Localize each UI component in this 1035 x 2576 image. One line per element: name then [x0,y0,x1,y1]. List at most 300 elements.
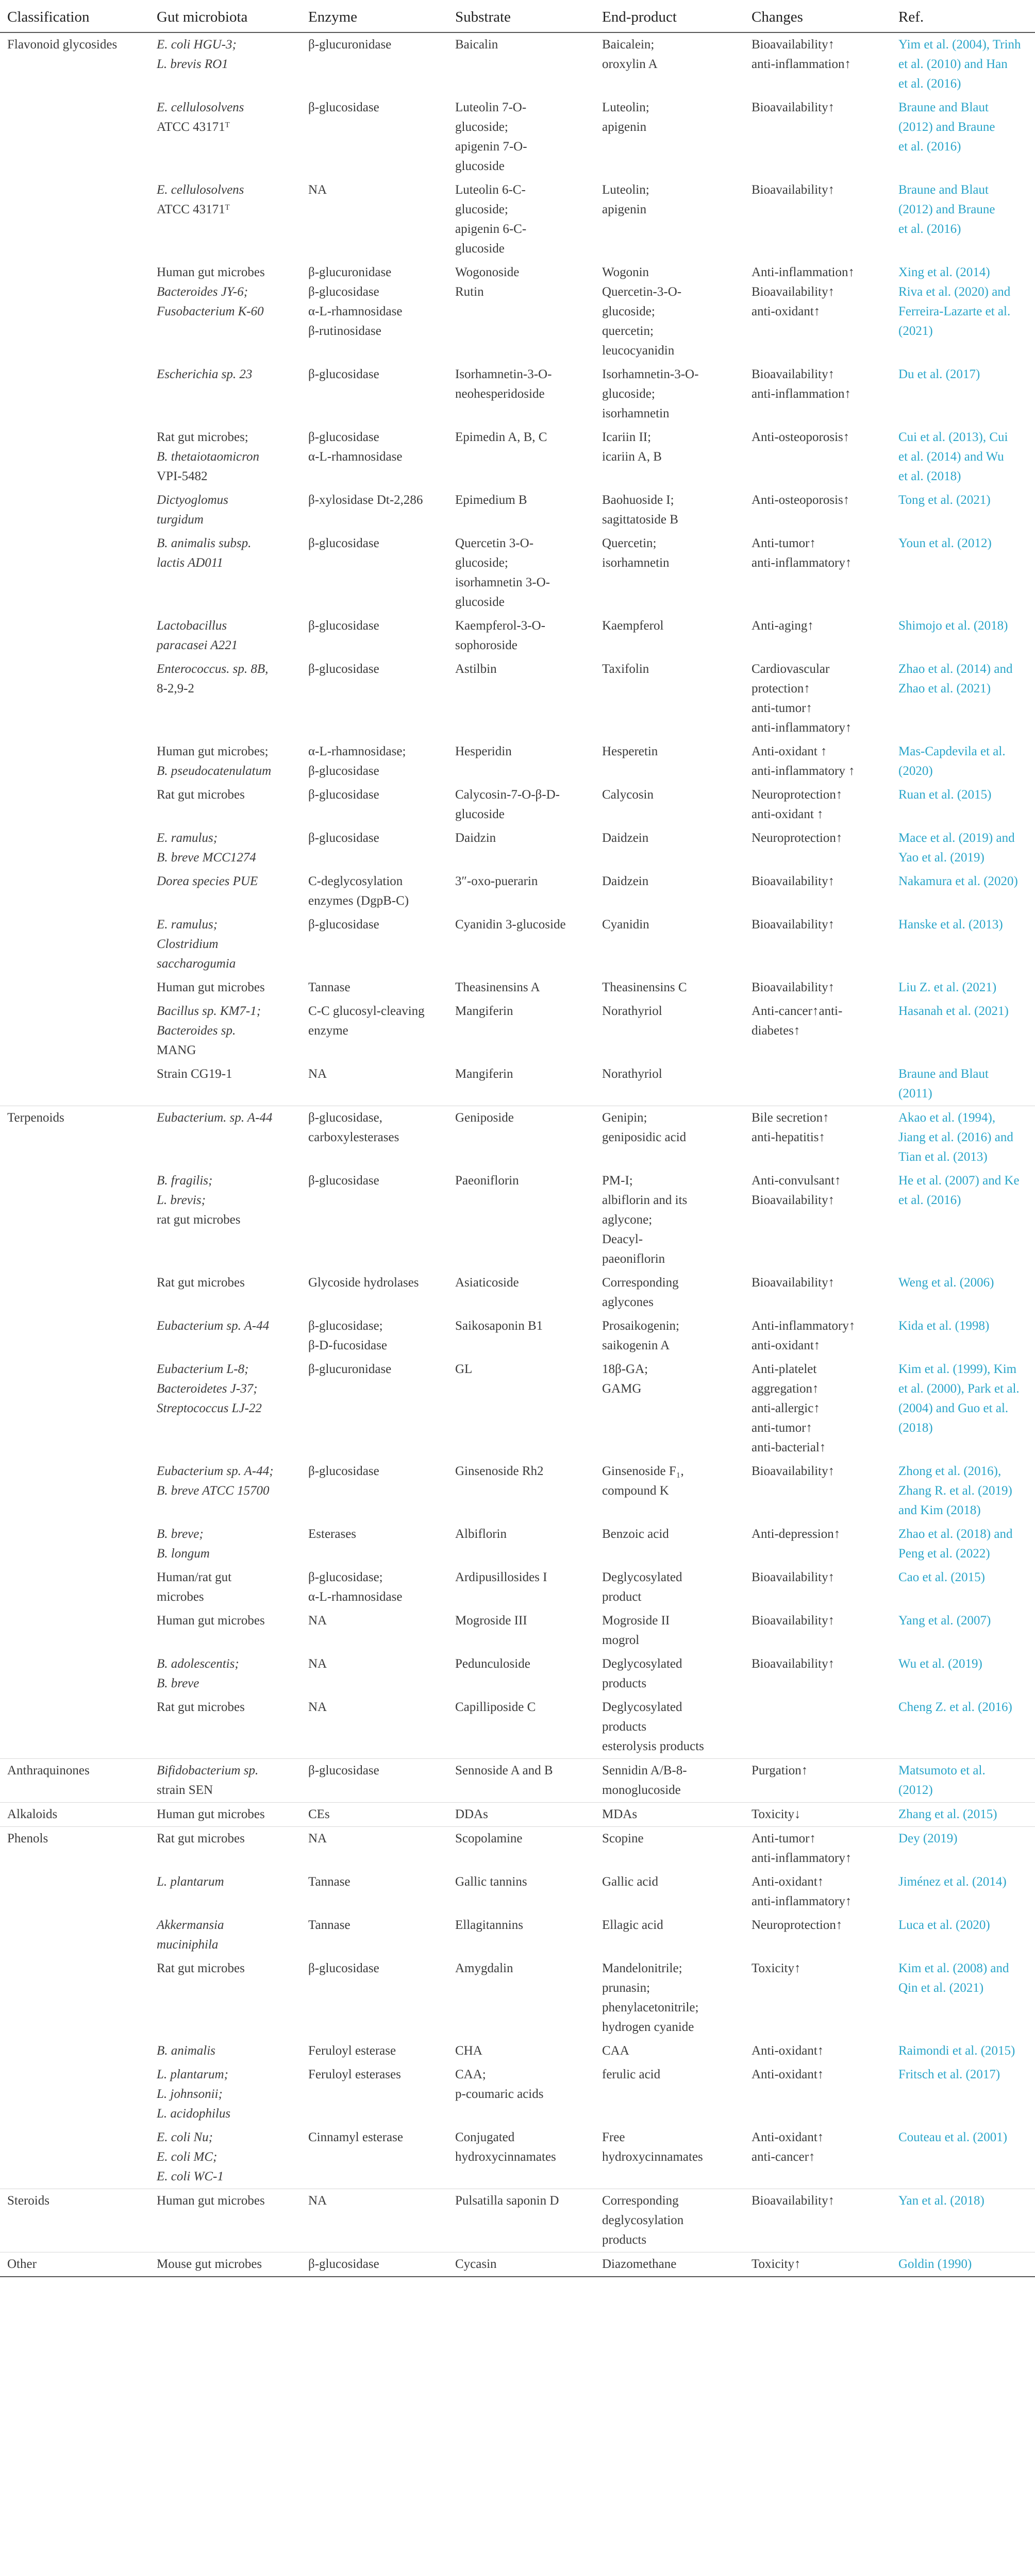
changes-line: Anti-oxidant↑ [752,1875,824,1889]
reference-link[interactable]: Peng et al. (2022) [898,1547,990,1561]
end-product-line: oroxylin A [602,57,658,71]
enzyme-line: β-glucosidase [308,788,379,802]
changes-line: Anti-convulsant↑ [752,1174,841,1188]
cell-changes [744,826,891,870]
end-product-line: Deglycosylated [602,1700,682,1714]
end-product-line: compound K [602,1484,669,1498]
cell-gut-microbiota [149,96,301,178]
reference-link[interactable]: Matsumoto et al. [898,1764,986,1777]
cell-classification [0,999,149,1062]
reference-link[interactable]: et al. (2016) [898,140,961,154]
cell-substrate [448,32,595,96]
gut-microbiota-line: Bacteroides JY-6; [157,285,248,299]
cell-gut-microbiota [149,1566,301,1609]
gut-microbiota-line: Rat gut microbes [157,1276,245,1290]
changes-line: Bioavailability↑ [752,1570,835,1584]
reference-link[interactable]: Braune and Blaut [898,100,989,114]
reference-link[interactable]: Braune and Blaut [898,1067,989,1081]
enzyme-line: β-glucosidase [308,1464,379,1478]
reference-link[interactable]: Couteau et al. (2001) [898,2130,1008,2144]
enzyme-line: β-glucosidase; [308,1319,383,1333]
reference-link[interactable]: Hasanah et al. (2021) [898,1004,1009,1018]
end-product-line: Wogonin [602,265,649,279]
gut-microbiota-line: B. breve ATCC 15700 [157,1484,270,1498]
cell-substrate [448,1827,595,1871]
enzyme-line: β-glucosidase [308,831,379,845]
substrate-line: glucoside [455,242,505,256]
cell-enzyme [301,614,448,657]
end-product-line: phenylacetonitrile; [602,2001,699,2014]
table-row [0,1803,1035,1827]
enzyme-line: CEs [308,1807,330,1821]
reference-link[interactable]: et al. (2016) [898,1193,961,1207]
gut-microbiota-line: Bifidobacterium sp. [157,1764,259,1777]
cell-enzyme [301,96,448,178]
end-product-line: sagittatoside B [602,513,678,527]
cell-ref [891,1609,1035,1652]
changes-line: Bile secretion↑ [752,1111,829,1125]
changes-line: anti-oxidant ↑ [752,807,824,821]
reference-link[interactable]: Du et al. (2017) [898,367,980,381]
changes-line: Anti-cancer↑anti- [752,1004,843,1018]
changes-line: diabetes↑ [752,1024,800,1038]
cell-gut-microbiota [149,1759,301,1803]
cell-enzyme [301,1169,448,1271]
cell-classification [0,1652,149,1696]
substrate-line: Daidzin [455,831,496,845]
changes-line: Neuroprotection↑ [752,1918,843,1932]
table-row [0,1566,1035,1609]
enzyme-line: β-glucosidase [308,285,379,299]
end-product-line: apigenin [602,202,647,216]
cell-changes [744,426,891,488]
gut-microbiota-line: MANG [157,1043,196,1057]
table-row [0,1696,1035,1759]
enzyme-line: β-glucosidase [308,1174,379,1188]
end-product-line: Sennidin A/B-8- [602,1764,687,1777]
reference-link[interactable]: Cheng Z. et al. (2016) [898,1700,1012,1714]
end-product-line: glucoside; [602,304,655,318]
header-classification: Classification [0,0,149,32]
cell-end-product [595,1460,744,1522]
cell-ref [891,1062,1035,1106]
gut-microbiota-line: Akkermansia [157,1918,224,1932]
substrate-line: Pulsatilla saponin D [455,2194,559,2208]
table-row [0,1522,1035,1566]
end-product-line: Cyanidin [602,918,649,931]
substrate-line: glucoside [455,595,505,609]
cell-changes [744,657,891,740]
cell-classification [0,426,149,488]
cell-changes [744,2126,891,2189]
cell-substrate [448,1870,595,1913]
gut-microbiota-line: E. cellulosolvens [157,183,244,197]
gut-microbiota-line: B. animalis subsp. [157,536,252,550]
reference-link[interactable]: et al. (2016) [898,77,961,91]
end-product-line: glucoside; [602,387,655,401]
cell-gut-microbiota [149,1870,301,1913]
cell-enzyme [301,2189,448,2252]
reference-link[interactable]: Zhong et al. (2016), [898,1464,1001,1478]
reference-link[interactable]: Akao et al. (1994), [898,1111,996,1125]
enzyme-line: β-glucosidase [308,918,379,931]
enzyme-line: α-L-rhamnosidase; [308,744,406,758]
end-product-line: Benzoic acid [602,1527,669,1541]
cell-classification [0,870,149,913]
cell-gut-microbiota [149,999,301,1062]
cell-gut-microbiota [149,783,301,826]
changes-line: Bioavailability↑ [752,183,835,197]
cell-ref [891,870,1035,913]
substrate-line: Wogonoside [455,265,520,279]
gut-microbiota-line: ATCC 43171ᵀ [157,202,230,216]
table-row [0,999,1035,1062]
end-product-line: isorhamnetin [602,406,670,420]
gut-microbiota-line: muciniphila [157,1938,219,1952]
cell-end-product [595,1759,744,1803]
gut-microbiota-line: VPI-5482 [157,469,208,483]
cell-changes [744,2063,891,2126]
table-row [0,783,1035,826]
reference-link[interactable]: (2011) [898,1087,932,1100]
cell-substrate [448,1957,595,2039]
reference-link[interactable]: Shimojo et al. (2018) [898,619,1008,633]
cell-enzyme [301,740,448,783]
cell-changes [744,1358,891,1460]
cell-ref [891,1106,1035,1170]
gut-microbiota-line: E. coli Nu; [157,2130,213,2144]
gut-microbiota-line: Rat gut microbes [157,1832,245,1845]
enzyme-line: β-xylosidase Dt-2,286 [308,493,423,507]
gut-microbiota-line: L. johnsonii; [157,2087,223,2101]
enzyme-line: enzymes (DgpB-C) [308,894,409,908]
reference-link[interactable]: Zhao et al. (2021) [898,682,991,696]
substrate-line: neohesperidoside [455,387,545,401]
cell-ref [891,1169,1035,1271]
reference-link[interactable]: Liu Z. et al. (2021) [898,980,997,994]
substrate-line: Saikosaponin B1 [455,1319,543,1333]
reference-link[interactable]: Kim et al. (1999), Kim [898,1362,1017,1376]
reference-link[interactable]: et al. (2000), Park et al. [898,1382,1020,1396]
enzyme-line: β-glucosidase [308,1764,379,1777]
cell-end-product [595,2252,744,2277]
cell-classification [0,1913,149,1957]
reference-link[interactable]: (2012) and Braune [898,202,995,216]
table-row [0,1358,1035,1460]
cell-changes [744,178,891,261]
changes-line: Bioavailability↑ [752,285,835,299]
enzyme-line: Feruloyl esterases [308,2067,401,2081]
cell-substrate [448,2252,595,2277]
gut-microbiota-line: ATCC 43171ᵀ [157,120,230,134]
cell-enzyme [301,32,448,96]
table-row [0,1759,1035,1803]
reference-link[interactable]: Ruan et al. (2015) [898,788,992,802]
enzyme-line: β-glucosidase, [308,1111,382,1125]
changes-line: anti-cancer↑ [752,2150,815,2164]
cell-changes [744,1522,891,1566]
cell-enzyme [301,1759,448,1803]
cell-enzyme [301,976,448,999]
enzyme-line: β-glucosidase [308,367,379,381]
cell-ref [891,363,1035,426]
end-product-line: Luteolin; [602,183,649,197]
reference-link[interactable]: Dey (2019) [898,1832,958,1845]
reference-link[interactable]: Weng et al. (2006) [898,1276,994,1290]
enzyme-line: α-L-rhamnosidase [308,450,403,464]
end-product-line: Baohuoside I; [602,493,674,507]
changes-line: Bioavailability↑ [752,1276,835,1290]
changes-line: Toxicity↓ [752,1807,801,1821]
gut-microbiota-line: B. fragilis; [157,1174,213,1188]
enzyme-line: β-glucosidase [308,764,379,778]
end-product-line: Icariin II; [602,430,652,444]
cell-substrate [448,426,595,488]
reference-link[interactable]: Zhang R. et al. (2019) [898,1484,1012,1498]
reference-link[interactable]: Zhao et al. (2018) and [898,1527,1013,1541]
cell-substrate [448,2126,595,2189]
end-product-line: mogrol [602,1633,640,1647]
cell-gut-microbiota [149,870,301,913]
cell-classification [0,1803,149,1827]
cell-ref [891,657,1035,740]
reference-link[interactable]: Kida et al. (1998) [898,1319,990,1333]
end-product-line: Corresponding [602,1276,679,1290]
substrate-line: Quercetin 3-O- [455,536,534,550]
cell-ref [891,740,1035,783]
end-product-line: Scopine [602,1832,644,1845]
header-enzyme: Enzyme [301,0,448,32]
end-product-line: Taxifolin [602,662,649,676]
cell-end-product [595,783,744,826]
cell-end-product [595,2189,744,2252]
substrate-line: Ellagitannins [455,1918,523,1932]
cell-substrate [448,1913,595,1957]
classification-label: Other [7,2257,37,2271]
gut-microbiota-line: Human gut microbes [157,980,265,994]
reference-link[interactable]: et al. (2016) [898,222,961,236]
end-product-line: Daidzein [602,831,649,845]
enzyme-line: β-glucosidase [308,662,379,676]
table-row [0,1652,1035,1696]
gut-microbiota-line: Enterococcus. sp. 8B, [157,662,269,676]
reference-link[interactable]: Cui et al. (2013), Cui [898,430,1008,444]
cell-end-product [595,913,744,976]
table-row [0,488,1035,532]
cell-changes [744,1827,891,1871]
cell-end-product [595,740,744,783]
gut-microbiota-line: B. thetaiotaomicron [157,450,260,464]
reference-link[interactable]: Tong et al. (2021) [898,493,991,507]
gut-microbiota-line: rat gut microbes [157,1213,241,1227]
gut-microbiota-line: Rat gut microbes [157,1700,245,1714]
cell-substrate [448,614,595,657]
enzyme-line: NA [308,1614,327,1628]
table-row [0,2063,1035,2126]
reference-link[interactable]: Yao et al. (2019) [898,851,984,865]
header-ref: Ref. [891,0,1035,32]
cell-gut-microbiota [149,1358,301,1460]
cell-end-product [595,178,744,261]
enzyme-line: α-L-rhamnosidase [308,304,403,318]
table-row [0,426,1035,488]
cell-changes [744,1566,891,1609]
gut-microbiota-line: B. breve [157,1676,199,1690]
cell-gut-microbiota [149,1609,301,1652]
classification-label: Anthraquinones [7,1764,90,1777]
reference-link[interactable]: Yan et al. (2018) [898,2194,984,2208]
cell-ref [891,178,1035,261]
reference-link[interactable]: Zhao et al. (2014) and [898,662,1013,676]
reference-link[interactable]: (2021) [898,324,933,338]
enzyme-line: NA [308,1657,327,1671]
reference-link[interactable]: (2012) and Braune [898,120,995,134]
cell-end-product [595,1696,744,1759]
table-row [0,826,1035,870]
reference-link[interactable]: Luca et al. (2020) [898,1918,990,1932]
gut-microbiota-line: B. adolescentis; [157,1657,239,1671]
end-product-line: isorhamnetin [602,556,670,570]
reference-link[interactable]: et al. (2010) and Han [898,57,1008,71]
cell-substrate [448,96,595,178]
cell-changes [744,261,891,363]
reference-link[interactable]: Jiménez et al. (2014) [898,1875,1007,1889]
table-row [0,2126,1035,2189]
end-product-line: products [602,1676,647,1690]
reference-link[interactable]: Goldin (1990) [898,2257,972,2271]
table-row [0,2252,1035,2277]
reference-link[interactable]: Jiang et al. (2016) and [898,1130,1013,1144]
end-product-line: Isorhamnetin-3-O- [602,367,699,381]
cell-classification [0,1827,149,1871]
cell-classification [0,363,149,426]
cell-end-product [595,1522,744,1566]
cell-classification [0,2039,149,2063]
reference-link[interactable]: Yang et al. (2007) [898,1614,991,1628]
cell-end-product [595,1803,744,1827]
reference-link[interactable]: Fritsch et al. (2017) [898,2067,1000,2081]
changes-line: Neuroprotection↑ [752,788,843,802]
cell-ref [891,1522,1035,1566]
substrate-line: glucoside; [455,556,508,570]
cell-substrate [448,783,595,826]
cell-enzyme [301,532,448,614]
changes-line: Cardiovascular [752,662,830,676]
table-row [0,1271,1035,1314]
end-product-line: CAA [602,2044,629,2058]
cell-enzyme [301,363,448,426]
end-product-line: Ginsenoside F₁, [602,1464,684,1478]
gut-microbiota-line: Mouse gut microbes [157,2257,262,2271]
cell-gut-microbiota [149,2189,301,2252]
cell-ref [891,1358,1035,1460]
changes-line: Neuroprotection↑ [752,831,843,845]
header-end-product: End-product [595,0,744,32]
reference-link[interactable]: He et al. (2007) and Ke [898,1174,1020,1188]
cell-end-product [595,999,744,1062]
gut-microbiota-line: Human gut microbes [157,1614,265,1628]
reference-link[interactable]: Cao et al. (2015) [898,1570,986,1584]
classification-label: Terpenoids [7,1111,64,1125]
cell-changes [744,1460,891,1522]
substrate-line: sophoroside [455,638,518,652]
reference-link[interactable]: Qin et al. (2021) [898,1981,984,1995]
cell-end-product [595,1314,744,1358]
cell-substrate [448,1358,595,1460]
reference-link[interactable]: Xing et al. (2014) [898,265,990,279]
cell-classification [0,1609,149,1652]
end-product-line: deglycosylation [602,2213,684,2227]
reference-link[interactable]: Raimondi et al. (2015) [898,2044,1015,2058]
enzyme-line: α-L-rhamnosidase [308,1590,403,1604]
reference-link[interactable]: Zhang et al. (2015) [898,1807,997,1821]
reference-link[interactable]: et al. (2014) and Wu [898,450,1004,464]
cell-classification [0,657,149,740]
reference-link[interactable]: Riva et al. (2020) and [898,285,1011,299]
reference-link[interactable]: Mas-Capdevila et al. [898,744,1006,758]
cell-substrate [448,976,595,999]
table-row [0,2039,1035,2063]
reference-link[interactable]: Youn et al. (2012) [898,536,992,550]
classification-label: Steroids [7,2194,49,2208]
reference-link[interactable]: et al. (2018) [898,469,961,483]
changes-line: Bioavailability↑ [752,980,835,994]
gut-microbiota-line: B. breve MCC1274 [157,851,256,865]
changes-line: anti-inflammatory ↑ [752,764,855,778]
changes-line: anti-hepatitis↑ [752,1130,826,1144]
changes-line: Anti-platelet [752,1362,817,1376]
gut-microbiota-line: B. animalis [157,2044,215,2058]
reference-link[interactable]: and Kim (2018) [898,1503,981,1517]
cell-gut-microbiota [149,976,301,999]
end-product-line: hydroxycinnamates [602,2150,703,2164]
reference-link[interactable]: Wu et al. (2019) [898,1657,982,1671]
cell-end-product [595,1062,744,1106]
table-row [0,740,1035,783]
classification-label: Flavonoid glycosides [7,38,118,52]
cell-ref [891,1314,1035,1358]
reference-link[interactable]: Braune and Blaut [898,183,989,197]
gut-microbiota-line: L. brevis RO1 [157,57,228,71]
reference-link[interactable]: Yim et al. (2004), Trinh [898,38,1021,52]
gut-microbiota-line: Human/rat gut [157,1570,232,1584]
reference-link[interactable]: Nakamura et al. (2020) [898,874,1018,888]
cell-changes [744,1062,891,1106]
reference-link[interactable]: Kim et al. (2008) and [898,1961,1009,1975]
reference-link[interactable]: Ferreira-Lazarte et al. [898,304,1011,318]
cell-end-product [595,1106,744,1170]
reference-link[interactable]: Mace et al. (2019) and [898,831,1015,845]
cell-substrate [448,1460,595,1522]
cell-enzyme [301,783,448,826]
substrate-line: Pedunculoside [455,1657,530,1671]
gut-microbiota-line: Dictyoglomus [157,493,228,507]
table-row [0,1957,1035,2039]
cell-classification [0,913,149,976]
gut-microbiota-line: E. coli HGU-3; [157,38,237,52]
gut-microbiota-line: Fusobacterium K-60 [157,304,264,318]
reference-link[interactable]: Tian et al. (2013) [898,1150,988,1164]
cell-classification [0,1271,149,1314]
reference-link[interactable]: (2004) and Guo et al. [898,1401,1009,1415]
table-row [0,2189,1035,2252]
changes-line: Bioavailability↑ [752,38,835,52]
enzyme-line: Cinnamyl esterase [308,2130,403,2144]
reference-link[interactable]: (2020) [898,764,933,778]
reference-link[interactable]: (2018) [898,1421,933,1435]
reference-link[interactable]: Hanske et al. (2013) [898,918,1003,931]
reference-link[interactable]: (2012) [898,1783,933,1797]
